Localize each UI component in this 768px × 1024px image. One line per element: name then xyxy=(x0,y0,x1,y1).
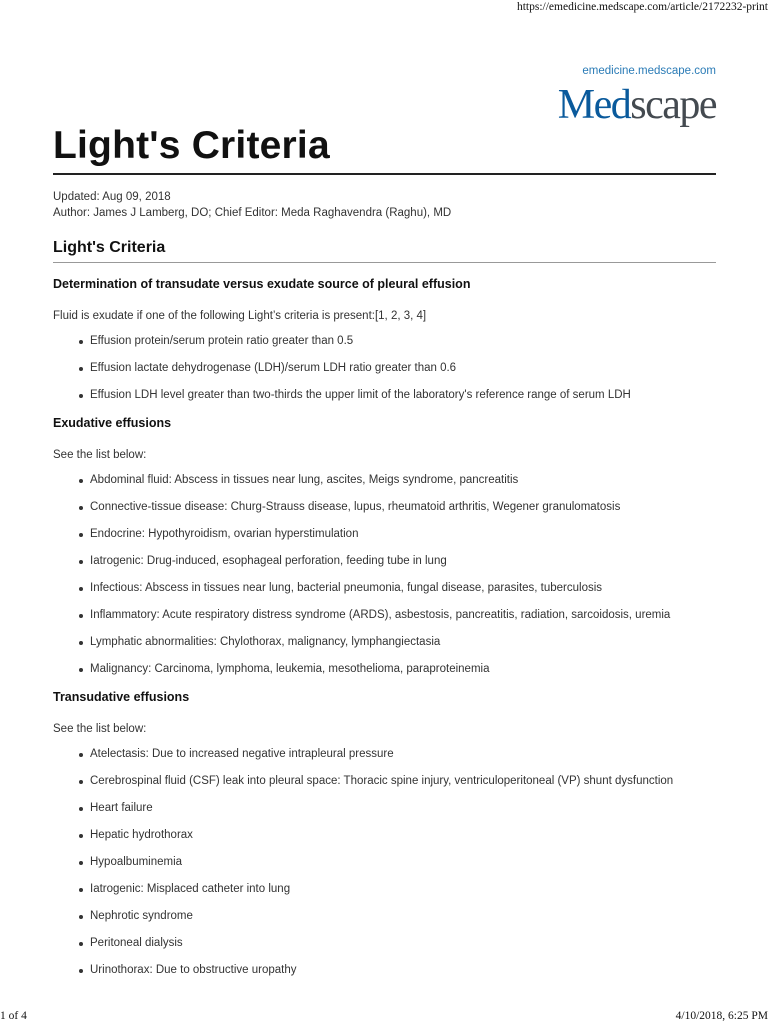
page-title: Light's Criteria xyxy=(53,124,330,167)
subsection-heading: Determination of transudate versus exudate source of pleural effusion xyxy=(53,277,471,291)
criteria-list xyxy=(53,334,716,403)
list-item: Malignancy: Carcinoma, lymphoma, leukemia, mesothelioma, paraproteinemia xyxy=(79,662,716,677)
article-meta xyxy=(53,190,451,221)
transudative-list xyxy=(53,747,716,978)
subsection-intro: See the list below: xyxy=(53,449,147,461)
article-body xyxy=(53,276,716,990)
list-item: Atelectasis: Due to increased negative intrapleural pressure xyxy=(79,747,716,762)
subsection-exudative xyxy=(53,415,716,677)
logo-part-med: Med xyxy=(557,82,631,128)
list-item: Nephrotic syndrome xyxy=(79,909,716,924)
list-item: Effusion lactate dehydrogenase (LDH)/serum LDH ratio greater than 0.6 xyxy=(79,361,716,376)
print-page-number: 1 of 4 xyxy=(0,1010,27,1022)
subsection-intro: See the list below: xyxy=(53,723,147,735)
section-title: Light's Criteria xyxy=(53,239,166,256)
logo-part-scape: scape xyxy=(630,82,716,128)
list-item: Abdominal fluid: Abscess in tissues near lung, ascites, Meigs syndrome, pancreatitis xyxy=(79,473,716,488)
subsection-determination xyxy=(53,276,716,403)
list-item: Peritoneal dialysis xyxy=(79,936,716,951)
list-item: Heart failure xyxy=(79,801,716,816)
updated-date: Updated: Aug 09, 2018 xyxy=(53,191,171,203)
list-item: Infectious: Abscess in tissues near lung, bacterial pneumonia, fungal disease, parasites, tuberculosis xyxy=(79,581,716,596)
print-datetime: 4/10/2018, 6:25 PM xyxy=(675,1010,768,1022)
list-item: Hepatic hydrothorax xyxy=(79,828,716,843)
section-divider xyxy=(53,262,716,263)
list-item: Iatrogenic: Drug-induced, esophageal perforation, feeding tube in lung xyxy=(79,554,716,569)
subsection-heading: Transudative effusions xyxy=(53,690,190,704)
list-item: Endocrine: Hypothyroidism, ovarian hyperstimulation xyxy=(79,527,716,542)
medscape-logo[interactable] xyxy=(558,84,716,126)
list-item: Lymphatic abnormalities: Chylothorax, malignancy, lymphangiectasia xyxy=(79,635,716,650)
list-item: Iatrogenic: Misplaced catheter into lung xyxy=(79,882,716,897)
print-header-url: https://emedicine.medscape.com/article/2172232-print xyxy=(516,1,768,13)
exudative-list xyxy=(53,473,716,677)
subsection-heading: Exudative effusions xyxy=(53,416,172,430)
list-item: Cerebrospinal fluid (CSF) leak into pleural space: Thoracic spine injury, ventriculoperitoneal (VP) shunt dysfunction xyxy=(79,774,716,789)
list-item: Connective-tissue disease: Churg-Strauss disease, lupus, rheumatoid arthritis, Wegener granulomatosis xyxy=(79,500,716,515)
list-item: Hypoalbuminemia xyxy=(79,855,716,870)
title-divider xyxy=(53,173,716,175)
list-item: Effusion LDH level greater than two-thirds the upper limit of the laboratory's reference range of serum LDH xyxy=(79,388,716,403)
subsection-intro: Fluid is exudate if one of the following Light’s criteria is present:[1, 2, 3, 4] xyxy=(53,310,427,322)
list-item: Effusion protein/serum protein ratio greater than 0.5 xyxy=(79,334,716,349)
author-line: Author: James J Lamberg, DO; Chief Editor: Meda Raghavendra (Raghu), MD xyxy=(53,206,452,219)
site-link[interactable]: emedicine.medscape.com xyxy=(582,65,716,77)
list-item: Inflammatory: Acute respiratory distress syndrome (ARDS), asbestosis, pancreatitis, radiation, sarcoidosis, uremia xyxy=(79,608,716,623)
subsection-transudative xyxy=(53,689,716,978)
list-item: Urinothorax: Due to obstructive uropathy xyxy=(79,963,716,978)
